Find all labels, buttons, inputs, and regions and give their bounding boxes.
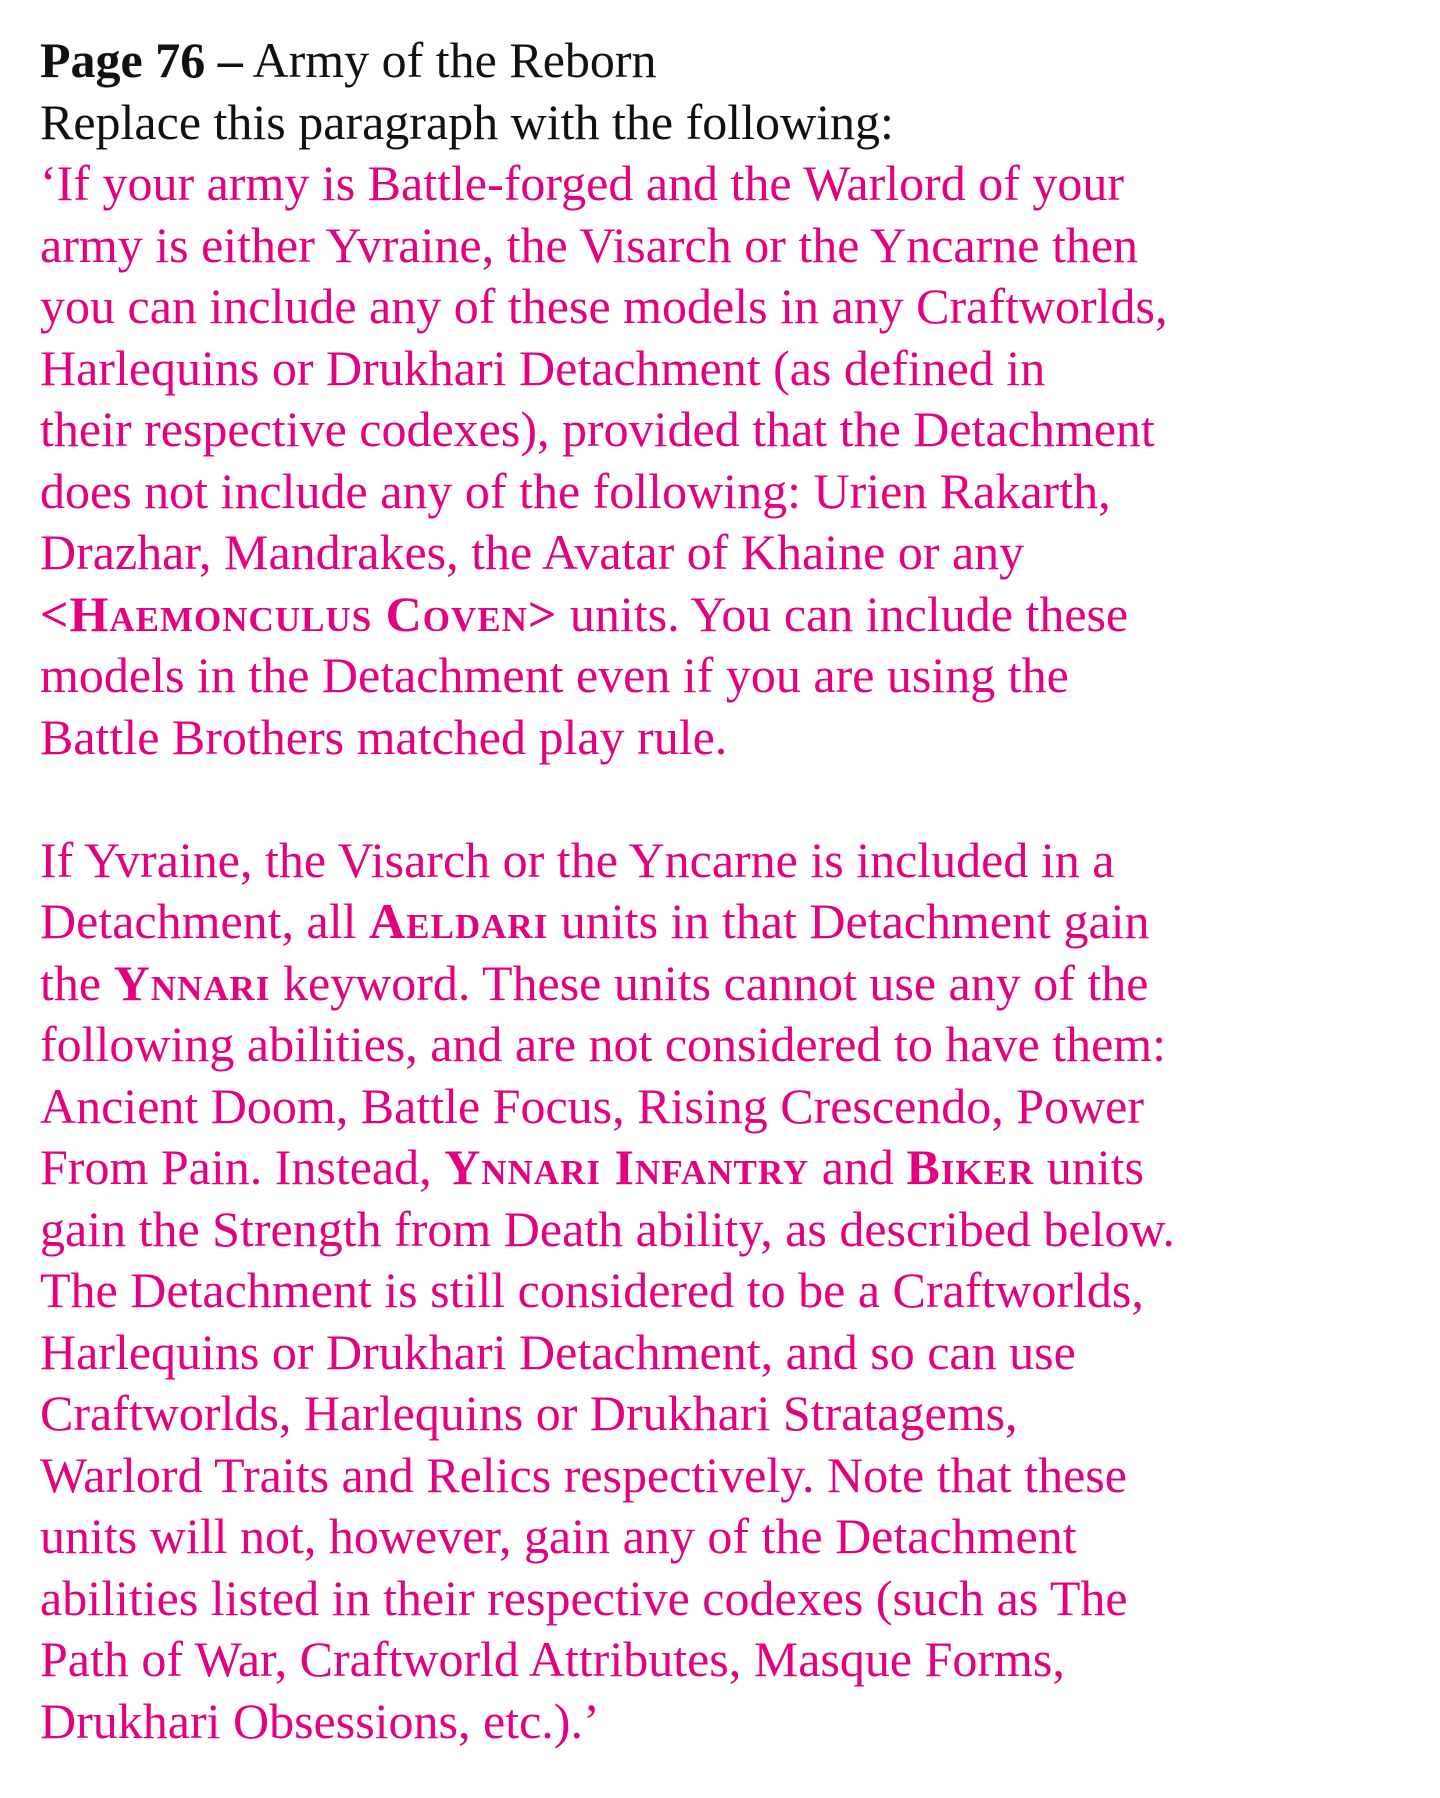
keyword-biker: Biker [906,1139,1035,1195]
paragraph-line [40,584,1420,646]
paragraph-line: Path of War, Craftworld Attributes, Masque Forms, [40,1631,1065,1687]
paragraph-line: abilities listed in their respective codexes (such as The [40,1569,1128,1626]
paragraph-line: their respective codexes), provided that the Detachment [40,401,1155,457]
paragraph-line: Warlord Traits and Relics respectively. Note that these [40,1446,1127,1503]
errata-header [40,30,1420,92]
paragraph-line [40,1137,1420,1199]
paragraph-line: gain the Strength from Death ability, as described below. [40,1200,1175,1257]
paragraph-line: Drukhari Obsessions, etc.).’ [40,1692,600,1749]
paragraph-line: If Yvraine, the Visarch or the Yncarne is included in a [40,831,1115,888]
paragraph-line: Drazhar, Mandrakes, the Avatar of Khaine or any [40,524,1025,580]
paragraph-text: the [40,954,102,1011]
page-reference: Page 76 – [40,32,243,88]
paragraph-line: Ancient Doom, Battle Focus, Rising Crescendo, Power [40,1077,1145,1134]
keyword-ynnari-infantry: Ynnari Infantry [444,1139,810,1195]
replacement-paragraph-2 [40,830,1420,1753]
replacement-paragraph-1 [40,153,1420,768]
paragraph-spacer [40,768,1420,830]
keyword-aeldari: Aeldari [369,893,549,949]
keyword-haemonculus-coven: <Haemonculus Coven> [40,585,558,642]
paragraph-line: Battle Brothers matched play rule. [40,708,728,765]
paragraph-line: army is either Yvraine, the Visarch or the Yncarne then [40,216,1139,273]
paragraph-line: following abilities, and are not considered to have them: [40,1016,1167,1072]
paragraph-text: keyword. These units cannot use any of the [282,954,1149,1011]
paragraph-line: you can include any of these models in any Craftworlds, [40,278,1168,334]
paragraph-line: Harlequins or Drukhari Detachment, and so can use [40,1323,1076,1380]
section-title: Army of the Reborn [252,32,657,88]
errata-document [40,30,1420,1752]
paragraph-text: units in that Detachment gain [560,893,1150,949]
errata-instruction: Replace this paragraph with the following: [40,93,894,150]
paragraph-line: The Detachment is still considered to be a Craftworlds, [40,1262,1144,1318]
paragraph-text: From Pain. Instead, [40,1139,432,1195]
paragraph-line: ‘If your army is Battle-forged and the Warlord of your [40,155,1125,211]
paragraph-line [40,953,1420,1015]
paragraph-text: units. You can include these [569,585,1129,642]
paragraph-line: models in the Detachment even if you are using the [40,647,1069,703]
paragraph-line: does not include any of the following: Urien Rakarth, [40,462,1111,519]
paragraph-text: Detachment, all [40,893,357,949]
paragraph-text: and [821,1139,894,1195]
paragraph-line: Craftworlds, Harlequins or Drukhari Stratagems, [40,1385,1018,1441]
keyword-ynnari: Ynnari [113,954,271,1011]
paragraph-line: units will not, however, gain any of the Detachment [40,1508,1077,1564]
paragraph-line: Harlequins or Drukhari Detachment (as defined in [40,339,1046,396]
paragraph-text: units [1046,1139,1144,1195]
paragraph-line [40,891,1420,953]
